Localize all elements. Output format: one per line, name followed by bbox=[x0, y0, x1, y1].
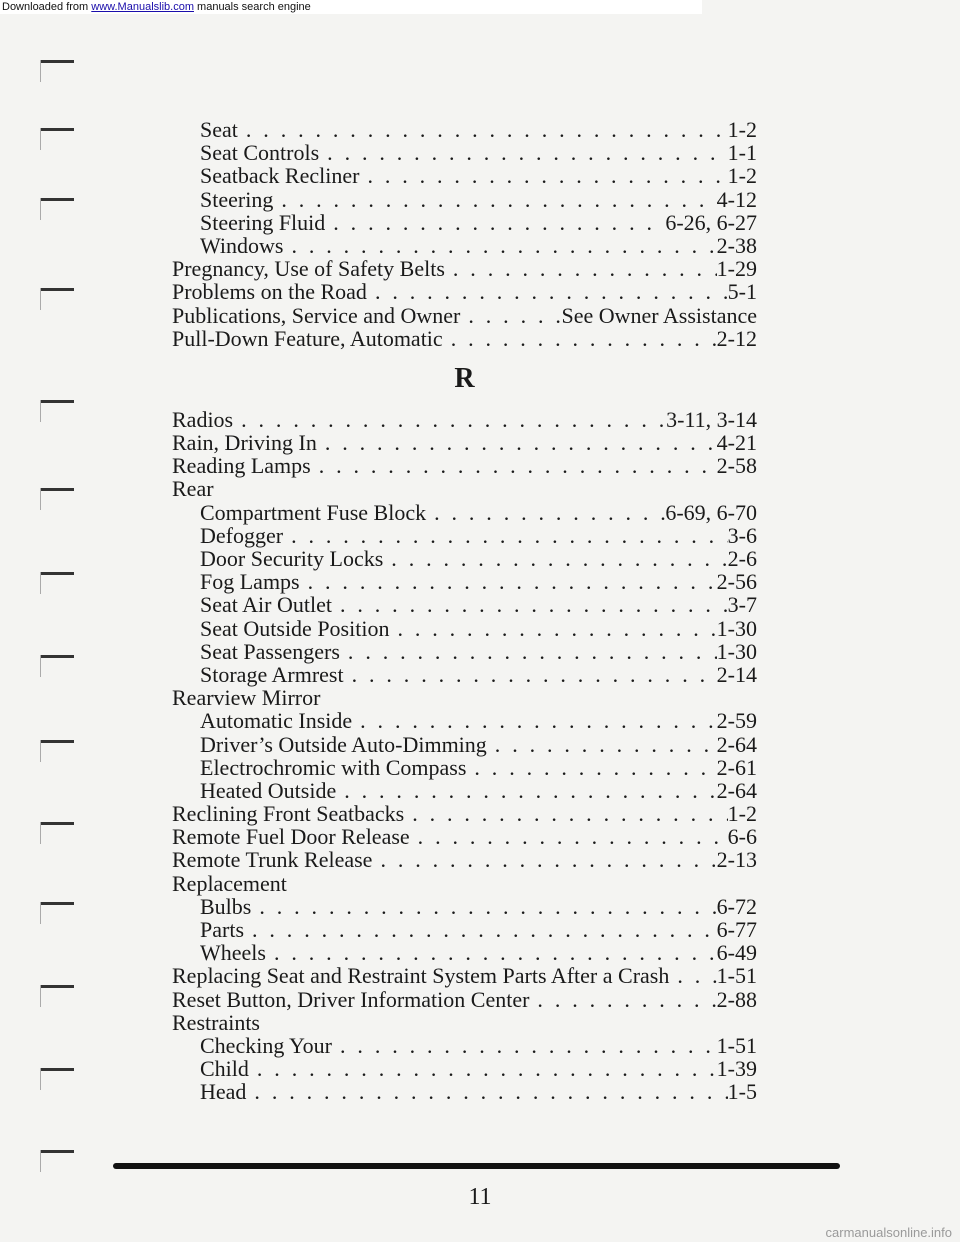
entry-label: Problems on the Road bbox=[172, 279, 367, 305]
entry-pages: 6-72 bbox=[716, 893, 757, 919]
binding-mark bbox=[40, 400, 76, 440]
index-entry bbox=[172, 779, 757, 802]
entry-label: Reset Button, Driver Information Center bbox=[172, 986, 530, 1012]
dot-leader bbox=[404, 802, 727, 825]
entry-pages: 2-38 bbox=[716, 232, 757, 258]
entry-pages: 2-58 bbox=[716, 453, 757, 479]
dot-leader bbox=[311, 454, 717, 477]
dot-leader bbox=[266, 941, 717, 964]
entry-label: Seat bbox=[200, 117, 238, 142]
watermark: carmanualsonline.info bbox=[825, 1225, 952, 1240]
entry-pages: 5-1 bbox=[727, 279, 757, 305]
entry-pages: 2-64 bbox=[716, 731, 757, 757]
index-entry bbox=[172, 257, 757, 280]
index-entry bbox=[172, 941, 757, 964]
dot-leader bbox=[238, 118, 728, 141]
dot-leader bbox=[233, 408, 666, 431]
binding-mark bbox=[40, 1068, 76, 1108]
index-entry bbox=[172, 872, 757, 895]
entry-label: Radios bbox=[172, 406, 234, 432]
entry-label: Windows bbox=[200, 232, 284, 258]
dot-leader bbox=[669, 964, 716, 987]
entry-pages: 3-7 bbox=[727, 592, 757, 618]
entry-pages: 2-61 bbox=[716, 754, 757, 780]
entry-label: Replacement bbox=[172, 870, 287, 896]
entry-label: Reclining Front Seatbacks bbox=[172, 801, 405, 827]
entry-label: Storage Armrest bbox=[200, 661, 344, 687]
entry-pages: 1-29 bbox=[716, 256, 757, 282]
entry-label: Checking Your bbox=[200, 1032, 333, 1058]
entry-label: Driver’s Outside Auto-Dimming bbox=[200, 731, 487, 757]
index-entry bbox=[172, 164, 757, 187]
index-entry bbox=[172, 988, 757, 1011]
index-entry bbox=[172, 802, 757, 825]
manualslib-link[interactable]: www.Manualslib.com bbox=[91, 1, 194, 13]
entry-label: Publications, Service and Owner bbox=[172, 302, 461, 328]
index-entry bbox=[172, 617, 757, 640]
dot-leader bbox=[317, 431, 717, 454]
index-entry bbox=[172, 454, 757, 477]
entry-label: Seat Outside Position bbox=[200, 615, 390, 641]
dot-leader bbox=[460, 304, 561, 327]
index-entry bbox=[172, 686, 757, 709]
index-entry bbox=[172, 709, 757, 732]
entry-pages: 6-49 bbox=[716, 940, 757, 966]
dot-leader bbox=[340, 640, 717, 663]
index-entry bbox=[172, 327, 757, 350]
entry-pages: 2-64 bbox=[716, 777, 757, 803]
entry-label: Parts bbox=[200, 917, 244, 942]
index-entry bbox=[172, 1011, 757, 1034]
binding-mark bbox=[40, 60, 76, 100]
entry-label: Bulbs bbox=[200, 893, 252, 919]
dot-leader bbox=[529, 988, 716, 1011]
entry-pages: 1-30 bbox=[716, 638, 757, 664]
binding-mark bbox=[40, 655, 76, 695]
entry-pages: 2-6 bbox=[727, 546, 757, 571]
entry-label: Rain, Driving In bbox=[172, 430, 317, 456]
dot-leader bbox=[332, 1034, 717, 1057]
index-list bbox=[172, 118, 757, 1104]
entry-label: Reading Lamps bbox=[172, 453, 311, 479]
entry-pages: 2-14 bbox=[716, 661, 757, 687]
entry-pages: 2-88 bbox=[716, 986, 757, 1012]
entry-pages: 2-13 bbox=[716, 847, 757, 873]
entry-label: Fog Lamps bbox=[200, 569, 300, 595]
index-entry bbox=[172, 304, 757, 327]
dot-leader bbox=[336, 779, 716, 802]
index-entry bbox=[172, 1034, 757, 1057]
entry-label: Restraints bbox=[172, 1009, 260, 1035]
index-entry bbox=[172, 118, 757, 141]
binding-mark bbox=[40, 488, 76, 528]
entry-pages: 3-11, 3-14 bbox=[666, 406, 757, 432]
entry-pages: 2-56 bbox=[716, 569, 757, 595]
dot-leader bbox=[283, 234, 716, 257]
index-entry bbox=[172, 188, 757, 211]
entry-pages: 6-6 bbox=[727, 824, 757, 850]
dot-leader bbox=[319, 141, 728, 164]
entry-pages: 1-30 bbox=[716, 615, 757, 641]
index-section-r bbox=[172, 408, 757, 1104]
dot-leader bbox=[273, 188, 716, 211]
entry-pages: 1-1 bbox=[727, 140, 757, 166]
dot-leader bbox=[300, 570, 717, 593]
index-entry bbox=[172, 431, 757, 454]
index-entry bbox=[172, 964, 757, 987]
entry-pages: 4-12 bbox=[716, 186, 757, 212]
entry-label: Seatback Recliner bbox=[200, 163, 360, 189]
binding-marks bbox=[30, 0, 90, 1242]
footer-rule bbox=[113, 1163, 840, 1169]
section-letter-heading: R bbox=[454, 362, 475, 394]
dot-leader bbox=[251, 895, 716, 918]
dot-leader bbox=[383, 547, 727, 570]
dot-leader bbox=[332, 593, 728, 616]
dot-leader bbox=[244, 918, 717, 941]
index-entry bbox=[172, 280, 757, 303]
entry-label: Steering Fluid bbox=[200, 209, 326, 235]
index-entry bbox=[172, 211, 757, 234]
index-entry bbox=[172, 663, 757, 686]
entry-pages: 6-77 bbox=[716, 917, 757, 942]
dot-leader bbox=[352, 709, 717, 732]
index-entry bbox=[172, 918, 757, 941]
entry-label: Automatic Inside bbox=[200, 708, 353, 734]
dot-leader bbox=[344, 663, 717, 686]
entry-label: Rear bbox=[172, 476, 214, 502]
entry-pages: 6-69, 6-70 bbox=[665, 499, 757, 525]
dot-leader bbox=[372, 848, 716, 871]
entry-label: Electrochromic with Compass bbox=[200, 754, 467, 780]
banner-suffix: manuals search engine bbox=[193, 1, 311, 13]
dot-leader bbox=[410, 825, 728, 848]
index-entry bbox=[172, 477, 757, 500]
index-entry bbox=[172, 141, 757, 164]
index-entry bbox=[172, 524, 757, 547]
dot-leader bbox=[389, 617, 716, 640]
entry-pages: 2-59 bbox=[716, 708, 757, 734]
binding-mark bbox=[40, 288, 76, 328]
entry-pages: 1-5 bbox=[727, 1079, 757, 1105]
dot-leader bbox=[466, 756, 716, 779]
source-banner bbox=[0, 0, 702, 14]
dot-leader bbox=[443, 327, 717, 350]
dot-leader bbox=[445, 257, 717, 280]
index-entry bbox=[172, 408, 757, 431]
entry-label: Replacing Seat and Restraint System Parts After a Crash bbox=[172, 963, 670, 989]
index-entry bbox=[172, 593, 757, 616]
entry-pages: 1-2 bbox=[727, 801, 757, 827]
index-entry bbox=[172, 895, 757, 918]
index-entry bbox=[172, 848, 757, 871]
dot-leader bbox=[246, 1080, 727, 1103]
entry-label: Remote Fuel Door Release bbox=[172, 824, 410, 850]
binding-mark bbox=[40, 740, 76, 780]
entry-label: Child bbox=[200, 1056, 249, 1082]
index-entry bbox=[172, 825, 757, 848]
entry-label: Rearview Mirror bbox=[172, 685, 321, 711]
dot-leader bbox=[367, 280, 728, 303]
index-section-p bbox=[172, 118, 757, 350]
index-entry bbox=[172, 547, 757, 570]
entry-pages: See Owner Assistance bbox=[561, 302, 757, 328]
index-entry bbox=[172, 640, 757, 663]
entry-pages: 1-2 bbox=[727, 163, 757, 189]
entry-label: Wheels bbox=[200, 940, 266, 966]
binding-mark bbox=[40, 198, 76, 238]
dot-leader bbox=[283, 524, 728, 547]
index-entry bbox=[172, 570, 757, 593]
entry-pages: 1-51 bbox=[716, 963, 757, 989]
page-number: 11 bbox=[468, 1184, 492, 1210]
binding-mark bbox=[40, 902, 76, 942]
entry-label: Door Security Locks bbox=[200, 546, 384, 571]
binding-mark bbox=[40, 572, 76, 612]
entry-label: Seat Passengers bbox=[200, 638, 340, 664]
index-entry bbox=[172, 756, 757, 779]
index-entry bbox=[172, 501, 757, 524]
entry-label: Defogger bbox=[200, 522, 284, 548]
entry-label: Seat Controls bbox=[200, 140, 320, 166]
binding-mark bbox=[40, 985, 76, 1025]
entry-label: Pull-Down Feature, Automatic bbox=[172, 325, 443, 351]
entry-label: Pregnancy, Use of Safety Belts bbox=[172, 256, 445, 282]
entry-pages: 2-12 bbox=[716, 325, 757, 351]
index-entry bbox=[172, 1080, 757, 1103]
banner-prefix: Downloaded from bbox=[2, 1, 92, 13]
index-entry bbox=[172, 1057, 757, 1080]
binding-mark bbox=[40, 128, 76, 168]
entry-pages: 1-2 bbox=[727, 117, 757, 142]
entry-pages: 6-26, 6-27 bbox=[665, 209, 757, 235]
entry-label: Steering bbox=[200, 186, 274, 212]
dot-leader bbox=[359, 164, 727, 187]
entry-pages: 3-6 bbox=[727, 522, 757, 548]
dot-leader bbox=[325, 211, 665, 234]
dot-leader bbox=[426, 501, 665, 524]
entry-pages: 1-51 bbox=[716, 1032, 757, 1058]
dot-leader bbox=[249, 1057, 717, 1080]
dot-leader bbox=[487, 733, 717, 756]
entry-label: Seat Air Outlet bbox=[200, 592, 332, 618]
entry-pages: 1-39 bbox=[716, 1056, 757, 1082]
binding-mark bbox=[40, 822, 76, 862]
index-entry bbox=[172, 733, 757, 756]
entry-label: Remote Trunk Release bbox=[172, 847, 373, 873]
entry-label: Compartment Fuse Block bbox=[200, 499, 427, 525]
entry-label: Head bbox=[200, 1079, 247, 1105]
entry-label: Heated Outside bbox=[200, 777, 337, 803]
index-entry bbox=[172, 234, 757, 257]
entry-pages: 4-21 bbox=[716, 430, 757, 456]
